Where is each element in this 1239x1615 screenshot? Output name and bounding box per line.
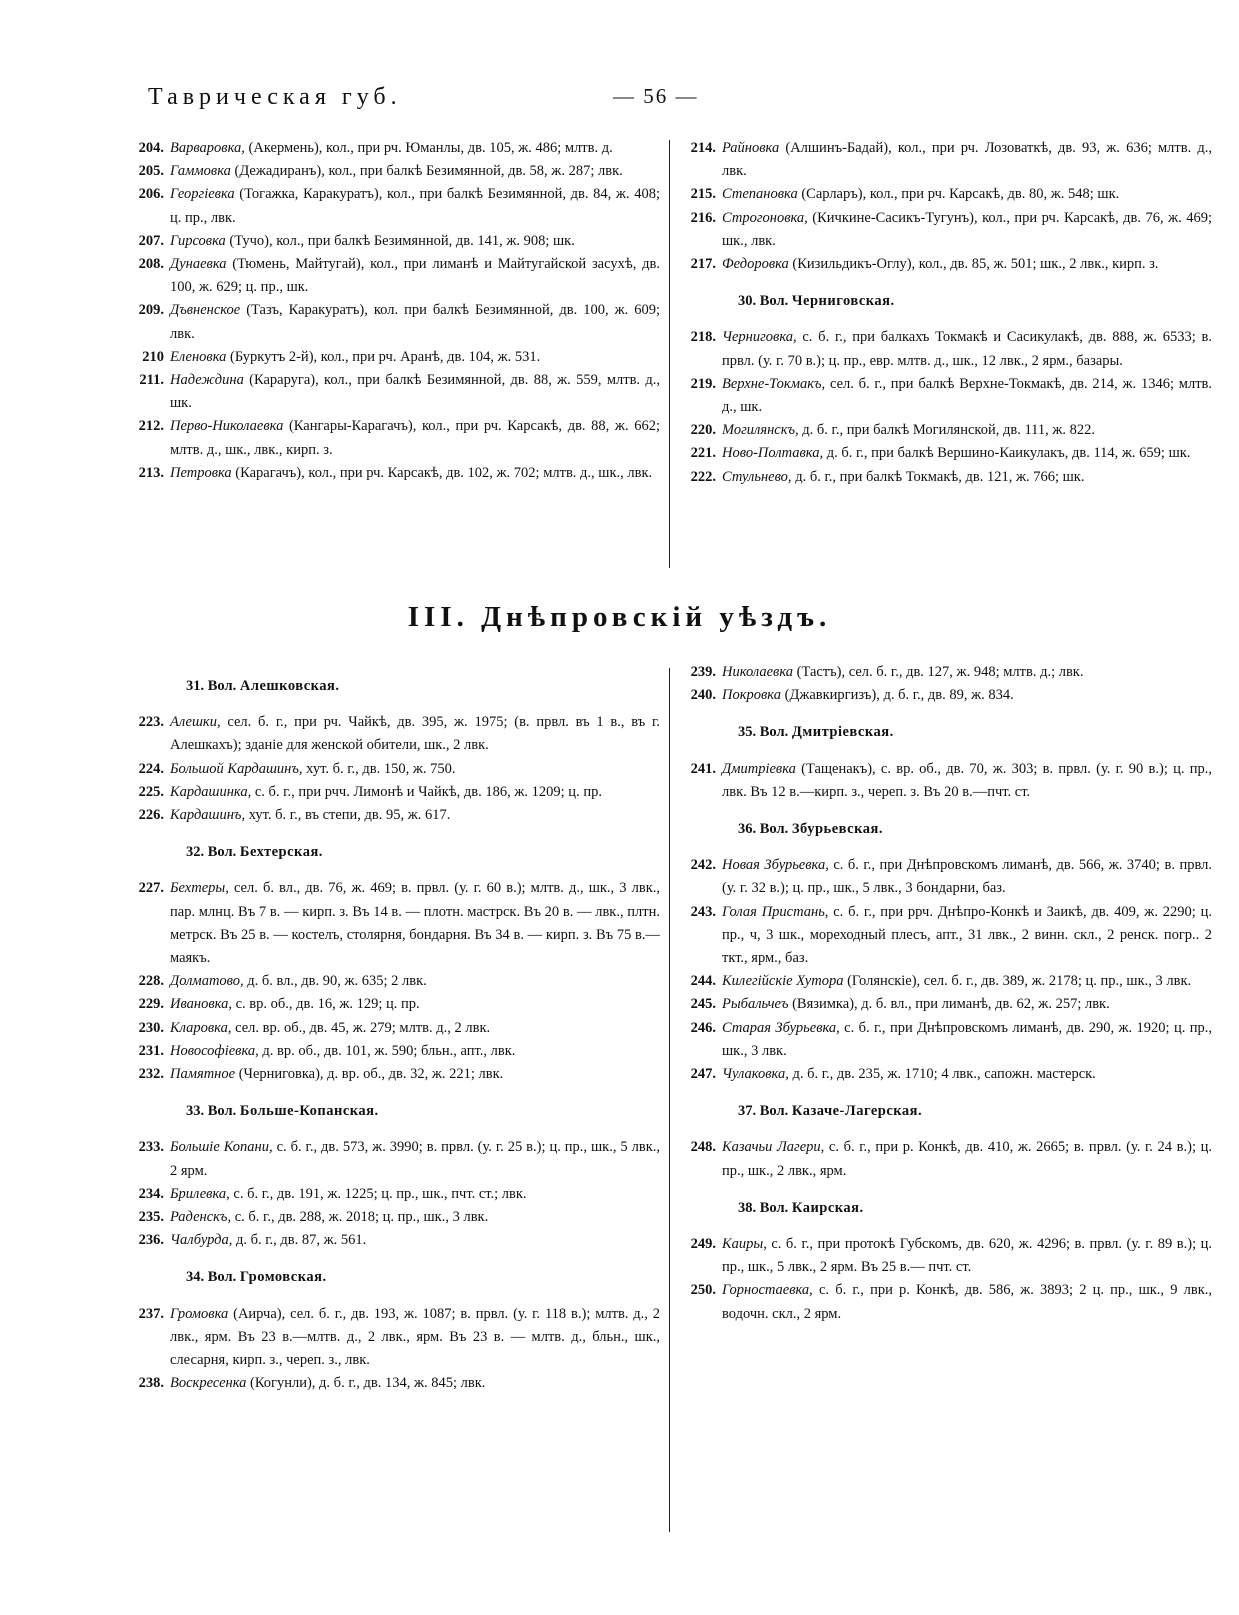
entry-number: 216.: [690, 209, 716, 226]
settlement-name: Кардашинка,: [170, 783, 252, 800]
settlement-details: с. б. г., при р. Конкѣ, дв. 586, ж. 3893; 2 ц. пр., шк., 9 лвк., водочн. скл., 2 ярм.: [722, 1282, 1212, 1322]
entry-number: 239.: [690, 664, 716, 680]
entry-number: 226.: [138, 807, 164, 824]
settlement-details: (Акермень), кол., при рч. Юманлы, дв. 105, ж. 486; млтв. д.: [244, 140, 613, 156]
entry-number: 217.: [690, 256, 716, 273]
entry-number: 227.: [138, 880, 164, 897]
volost-number: 31. Вол.: [186, 678, 237, 694]
settlement-name: Перво-Николаевка: [170, 418, 284, 435]
bottom-left-column: [128, 661, 660, 1395]
settlement-entry: [128, 758, 660, 781]
settlement-entry: [680, 1063, 1212, 1086]
entry-number: 213.: [138, 464, 164, 481]
settlement-entry: [680, 901, 1212, 971]
settlement-entry: [128, 1229, 660, 1252]
uezd-title: III. Днѣпровскій уѣздъ.: [407, 601, 832, 633]
settlement-entry: [680, 1136, 1212, 1182]
settlement-details: д. б. г., дв. 235, ж. 1710; 4 лвк., сапожн. мастерск.: [788, 1066, 1096, 1083]
settlement-details: (Кангары-Карагачъ), кол., при рч. Карсакѣ, дв. 88, ж. 662; млтв. д., шк., лвк., кирп. з.: [170, 418, 660, 458]
column-divider: [669, 140, 670, 568]
settlement-name: Дъвненское: [170, 302, 241, 319]
settlement-entry: [680, 684, 1212, 707]
settlement-name: Новая Збурьевка,: [722, 857, 829, 874]
settlement-entry: [128, 137, 660, 160]
page-header: [148, 84, 1048, 124]
entry-number: 204.: [138, 140, 164, 156]
entry-number: 228.: [138, 973, 164, 990]
volost-name: Збурьевская.: [791, 821, 883, 838]
entry-number: 247.: [690, 1066, 716, 1083]
entry-number: 208.: [138, 256, 164, 273]
volost-heading: [680, 818, 1212, 841]
settlement-name: Голая Пристань,: [722, 903, 829, 920]
settlement-details: с. б. г., при рчч. Лимонѣ и Чайкѣ, дв. 186, ж. 1209; ц. пр.: [251, 783, 602, 800]
settlement-details: (Вязимка), д. б. вл., при лиманѣ, дв. 62, ж. 257; лвк.: [788, 996, 1110, 1013]
top-left-column: [128, 137, 660, 485]
settlement-entry: [128, 1136, 660, 1182]
settlement-details: (Карагачъ), кол., при рч. Карсакѣ, дв. 102, ж. 702; млтв. д., шк., лвк.: [231, 464, 653, 481]
settlement-details: д. б. г., при балкѣ Вершино-Каикулакъ, дв. 114, ж. 659; шк.: [823, 445, 1191, 462]
volost-heading: [128, 1100, 660, 1123]
entry-number: 243.: [690, 903, 716, 920]
settlement-details: с. вр. об., дв. 16, ж. 129; ц. пр.: [231, 996, 420, 1013]
settlement-name: Николаевка: [722, 664, 793, 680]
entry-number: 230.: [138, 1019, 164, 1036]
entry-number: 236.: [138, 1232, 164, 1249]
settlement-entry: [128, 781, 660, 804]
volost-number: 36. Вол.: [738, 821, 789, 838]
settlement-details: (Голянскіе), сел. б. г., дв. 389, ж. 2178; ц. пр., шк., 3 лвк.: [843, 973, 1192, 990]
settlement-details: (Алшинъ-Бадай), кол., при рч. Лозоваткѣ, дв. 93, ж. 636; млтв. д., лвк.: [722, 140, 1212, 180]
bottom-right-column: [680, 661, 1212, 1326]
settlement-name: Чулаковка,: [722, 1066, 789, 1083]
settlement-name: Большіе Копани,: [170, 1139, 273, 1156]
entry-number: 223.: [138, 714, 164, 731]
settlement-name: Стульнево,: [722, 468, 792, 485]
entry-number: 212.: [138, 418, 164, 435]
settlement-entry: [680, 183, 1212, 206]
settlement-entry: [680, 993, 1212, 1016]
entry-number: 206.: [138, 186, 164, 203]
settlement-name: Райновка: [722, 140, 780, 156]
volost-number: 32. Вол.: [186, 844, 237, 861]
province-heading: Таврическая губ.: [148, 84, 402, 110]
entry-number: 234.: [138, 1185, 164, 1202]
settlement-details: (Черниговка), д. вр. об., дв. 32, ж. 221; лвк.: [235, 1066, 504, 1083]
settlement-details: д. б. г., при балкѣ Токмакѣ, дв. 121, ж. 766; шк.: [791, 468, 1085, 485]
entry-number: 235.: [138, 1209, 164, 1226]
settlement-entry: [128, 369, 660, 415]
volost-number: 37. Вол.: [738, 1103, 789, 1120]
settlement-details: сел. б. г., при балкѣ Верхне-Токмакѣ, дв. 214, ж. 1346; млтв. д., шк.: [722, 375, 1212, 416]
settlement-name: Горностаевка,: [722, 1282, 813, 1299]
settlement-details: с. б. г., при балкахъ Токмакѣ и Сасикулакѣ, дв. 888, ж. 6533; в. првл. (у. г. 70 в.); ц. пр., евр. млтв. д., шк., 12 лвк., 2 ярм., базары.: [722, 329, 1212, 369]
settlement-entry: [680, 1233, 1212, 1279]
entry-number: 237.: [138, 1305, 164, 1322]
entry-number: 219.: [690, 375, 716, 392]
volost-name: Черниговская.: [791, 293, 895, 310]
entry-number: 221.: [690, 445, 716, 462]
settlement-entry: [128, 1206, 660, 1229]
settlement-details: д. вр. об., дв. 101, ж. 590; бльн., апт., лвк.: [258, 1042, 516, 1059]
settlement-details: д. б. г., при балкѣ Могилянской, дв. 111, ж. 822.: [798, 422, 1096, 439]
settlement-name: Новософіевка,: [170, 1042, 259, 1059]
settlement-name: Дунаевка: [170, 256, 227, 273]
settlement-details: с. б. г., при р. Конкѣ, дв. 410, ж. 2665; в. првл. (у. г. 24 в.); ц. пр., шк., 2 лвк., ярм.: [722, 1139, 1212, 1179]
settlement-name: Чалбурда,: [170, 1232, 233, 1249]
settlement-entry: [128, 877, 660, 970]
entry-number: 207.: [138, 232, 164, 249]
settlement-details: (Кичкине-Сасикъ-Тугунъ), кол., при рч. Карсакѣ, дв. 76, ж. 469; шк., лвк.: [722, 209, 1212, 249]
page-number: — 56 —: [613, 84, 699, 108]
settlement-details: с. б. г., при ррч. Днѣпро-Конкѣ и Заикѣ, дв. 409, ж. 2290; ц. пр., ч, 3 шк., мореходный плесъ, апт., 31 лвк., 2 винн. скл., 2 ренск. погр.. 2 ткт., ярм., баз.: [722, 903, 1212, 967]
settlement-entry: [680, 419, 1212, 442]
settlement-name: Верхне-Токмакъ,: [722, 375, 826, 392]
settlement-details: (Тучо), кол., при балкѣ Безимянной, дв. 141, ж. 908; шк.: [225, 232, 575, 249]
entry-number: 244.: [690, 973, 716, 990]
settlement-name: Большой Кардашинъ,: [170, 760, 303, 777]
entry-number: 249.: [690, 1236, 716, 1253]
settlement-details: (Караруга), кол., при балкѣ Безимянной, дв. 88, ж. 559, млтв. д., шк.: [170, 372, 660, 412]
settlement-entry: [128, 462, 660, 485]
settlement-name: Старая Збурьевка,: [722, 1019, 840, 1036]
settlement-entry: [680, 466, 1212, 489]
settlement-details: с. б. г., при Днѣпровскомъ лиманѣ, дв. 566, ж. 3740; в. првл. (у. г. 32 в.); ц. пр., шк., 5 лвк., 3 бондарни, баз.: [722, 857, 1212, 897]
settlement-details: с. б. г., при Днѣпровскомъ лиманѣ, дв. 290, ж. 1920; ц. пр., шк., 3 лвк.: [722, 1019, 1212, 1059]
entry-number: 240.: [690, 687, 716, 704]
settlement-entry: [680, 326, 1212, 372]
settlement-entry: [680, 758, 1212, 804]
volost-heading: [680, 1197, 1212, 1220]
settlement-name: Долматово,: [170, 973, 244, 990]
settlement-details: д. б. вл., дв. 90, ж. 635; 2 лвк.: [243, 973, 427, 990]
settlement-entry: [128, 415, 660, 461]
settlement-entry: [128, 804, 660, 827]
settlement-name: Строгоновка,: [722, 209, 808, 226]
volost-heading: [128, 1266, 660, 1289]
volost-heading: [128, 841, 660, 864]
settlement-details: с. б. г., дв. 573, ж. 3990; в. првл. (у. г. 25 в.); ц. пр., шк., 5 лвк., 2 ярм.: [170, 1139, 660, 1179]
volost-number: 33. Вол.: [186, 1103, 237, 1120]
settlement-name: Черниговка,: [722, 329, 797, 346]
settlement-name: Георгіевка: [170, 186, 235, 203]
volost-name: Бехтерская.: [239, 844, 323, 861]
settlement-details: (Дежадиранъ), кол., при балкѣ Безимянной, дв. 58, ж. 287; лвк.: [230, 163, 623, 180]
entry-number: 250.: [690, 1282, 716, 1299]
settlement-name: Клаpовка,: [170, 1019, 232, 1036]
settlement-name: Могилянскъ,: [722, 422, 799, 439]
settlement-entry: [680, 373, 1212, 419]
settlement-name: Килегійскіе Хутора: [722, 973, 844, 990]
volost-heading: [128, 675, 660, 698]
volost-heading: [680, 721, 1212, 744]
settlement-name: Громовка: [170, 1305, 229, 1322]
settlement-details: (Кизильдикъ-Оглу), кол., дв. 85, ж. 501; шк., 2 лвк., кирп. з.: [788, 256, 1159, 273]
settlement-name: Гирсовка: [170, 232, 226, 249]
settlement-name: Каиры,: [722, 1236, 767, 1253]
column-divider: [669, 668, 670, 1532]
settlement-details: (Сарларъ), кол., при рч. Карсакѣ, дв. 80, ж. 548; шк.: [797, 186, 1120, 203]
entry-number: 215.: [690, 186, 716, 203]
entry-number: 205.: [138, 163, 164, 180]
settlement-details: сел. б. г., при рч. Чайкѣ, дв. 395, ж. 1975; (в. првл. въ 1 в., въ г. Алешкахъ); зданіе для женской обители, шк., 2 лвк.: [170, 714, 660, 754]
settlement-entry: [128, 993, 660, 1016]
top-right-column: [680, 137, 1212, 489]
settlement-name: Варваровка,: [170, 140, 245, 156]
settlement-details: (Буркутъ 2-й), кол., при рч. Аранѣ, дв. 104, ж. 531.: [226, 348, 541, 365]
settlement-details: (Тащенакъ), с. вр. об., дв. 70, ж. 303; в. првл. (у. г. 90 в.); ц. пр., лвк. Въ 12 в.—кирп. з., череп. з. Въ 20 в.—пчт. ст.: [722, 760, 1212, 800]
entry-number: 241.: [690, 760, 716, 777]
settlement-entry: [128, 1303, 660, 1373]
entry-number: 224.: [138, 760, 164, 777]
settlement-entry: [128, 183, 660, 229]
entry-number: 225.: [138, 783, 164, 800]
settlement-name: Надеждина: [170, 372, 244, 389]
settlement-entry: [680, 970, 1212, 993]
settlement-details: с. б. г., при протокѣ Губскомъ, дв. 620, ж. 4296; в. првл. (у. г. 89 в.); ц. пр., шк., 5 лвк., 2 ярм. Въ 25 в.— пчт. ст.: [722, 1236, 1212, 1276]
settlement-name: Ново-Полтавка,: [722, 445, 824, 462]
settlement-details: хут. б. г., въ степи, дв. 95, ж. 617.: [245, 807, 451, 824]
settlement-name: Степановка: [722, 186, 798, 203]
entry-number: 222.: [690, 468, 716, 485]
settlement-entry: [680, 854, 1212, 900]
settlement-name: Казачьи Лагери,: [722, 1139, 825, 1156]
settlement-details: хут. б. г., дв. 150, ж. 750.: [302, 760, 456, 777]
volost-number: 30. Вол.: [738, 293, 789, 310]
volost-name: Дмитріевская.: [791, 724, 894, 741]
settlement-entry: [680, 442, 1212, 465]
settlement-entry: [128, 346, 660, 369]
entry-number: 211.: [139, 372, 164, 389]
settlement-name: Воскресенка: [170, 1375, 247, 1392]
settlement-entry: [128, 230, 660, 253]
settlement-entry: [680, 1017, 1212, 1063]
entry-number: 231.: [138, 1042, 164, 1059]
settlement-details: (Когунли), д. б. г., дв. 134, ж. 845; лвк.: [246, 1375, 486, 1392]
entry-number: 232.: [138, 1066, 164, 1083]
entry-number: 220.: [690, 422, 716, 439]
entry-number: 233.: [138, 1139, 164, 1156]
settlement-entry: [128, 711, 660, 757]
settlement-details: с. б. г., дв. 288, ж. 2018; ц. пр., шк., 3 лвк.: [231, 1209, 489, 1226]
settlement-entry: [128, 160, 660, 183]
settlement-name: Федоровка: [722, 256, 789, 273]
settlement-name: Покровка: [722, 687, 781, 704]
volost-name: Алешковская.: [239, 678, 340, 694]
entry-number: 229.: [138, 996, 164, 1013]
settlement-name: Бехтеры,: [170, 880, 229, 897]
settlement-entry: [128, 970, 660, 993]
entry-number: 245.: [690, 996, 716, 1013]
settlement-entry: [680, 1279, 1212, 1325]
volost-heading: [680, 290, 1212, 313]
settlement-name: Ивановка,: [170, 996, 232, 1013]
settlement-entry: [128, 1183, 660, 1206]
entry-number: 238.: [138, 1375, 164, 1392]
settlement-name: Памятное: [170, 1066, 236, 1083]
settlement-entry: [128, 299, 660, 345]
settlement-details: д. б. г., дв. 87, ж. 561.: [232, 1232, 367, 1249]
settlement-entry: [128, 1017, 660, 1040]
settlement-details: с. б. г., дв. 191, ж. 1225; ц. пр., шк., пчт. ст.; лвк.: [229, 1185, 527, 1202]
volost-number: 34. Вол.: [186, 1269, 237, 1286]
settlement-details: (Тазъ, Каракуратъ), кол. при балкѣ Безимянной, дв. 100, ж. 609; лвк.: [170, 302, 660, 342]
settlement-details: сел. вр. об., дв. 45, ж. 279; млтв. д., 2 лвк.: [231, 1019, 491, 1036]
volost-name: Громовская.: [239, 1269, 327, 1286]
volost-name: Каирская.: [791, 1199, 864, 1216]
settlement-details: сел. б. вл., дв. 76, ж. 469; в. првл. (у. г. 60 в.); млтв. д., шк., 3 лвк., пар. млнц. Въ 7 в. — кирп. з. Въ 14 в. — плотн. мастрск. Въ 20 в. — лвк., плтн. метрск. Въ 25 в. — костелъ, столярня, бондарня. Въ 34 в. — кирп. з. Въ 75 в.—маякъ.: [170, 880, 660, 967]
volost-heading: [680, 1100, 1212, 1123]
settlement-name: Кардашинъ,: [170, 807, 246, 824]
settlement-details: (Тюмень, Майтугай), кол., при лиманѣ и Майтугайской засухѣ, дв. 100, ж. 629; ц. пр., шк.: [170, 256, 660, 296]
settlement-entry: [128, 1063, 660, 1086]
settlement-details: (Тастъ), сел. б. г., дв. 127, ж. 948; млтв. д.; лвк.: [793, 664, 1084, 680]
settlement-name: Дмитріевка: [722, 760, 796, 777]
volost-name: Больше-Копанская.: [239, 1103, 379, 1120]
entry-number: 210: [142, 348, 164, 365]
volost-number: 35. Вол.: [738, 724, 789, 741]
entry-number: 242.: [690, 857, 716, 874]
settlement-entry: [128, 1040, 660, 1063]
settlement-details: (Тогажка, Каракуратъ), кол., при балкѣ Безимянной, дв. 84, ж. 408; ц. пр., лвк.: [170, 186, 660, 226]
entry-number: 248.: [690, 1139, 716, 1156]
settlement-details: (Джавкиргизъ), д. б. г., дв. 89, ж. 834.: [780, 687, 1014, 704]
settlement-entry: [680, 661, 1212, 684]
settlement-name: Еленовка: [170, 348, 227, 365]
volost-number: 38. Вол.: [738, 1199, 789, 1216]
settlement-name: Брилевка,: [170, 1185, 230, 1202]
settlement-details: (Аирча), сел. б. г., дв. 193, ж. 1087; в. првл. (у. г. 118 в.); млтв. д., 2 лвк., ярм. Въ 23 в.—млтв. д., 2 лвк., ярм. Въ 23 в. — млтв. д., бльн., шк., слесарня, кирп. з., череп. з., лвк.: [170, 1305, 660, 1369]
entry-number: 214.: [690, 140, 716, 156]
settlement-entry: [680, 137, 1212, 183]
settlement-entry: [128, 253, 660, 299]
settlement-name: Алешки,: [170, 714, 221, 731]
settlement-name: Петровка: [170, 464, 232, 481]
entry-number: 246.: [690, 1019, 716, 1036]
settlement-entry: [128, 1372, 660, 1395]
entry-number: 218.: [690, 329, 716, 346]
entry-number: 209.: [138, 302, 164, 319]
settlement-name: Раденскъ,: [170, 1209, 232, 1226]
settlement-name: Гаммовка: [170, 163, 231, 180]
settlement-entry: [680, 207, 1212, 253]
settlement-name: Рыбальчеъ: [722, 996, 789, 1013]
volost-name: Казаче-Лагерская.: [791, 1103, 923, 1120]
settlement-entry: [680, 253, 1212, 276]
